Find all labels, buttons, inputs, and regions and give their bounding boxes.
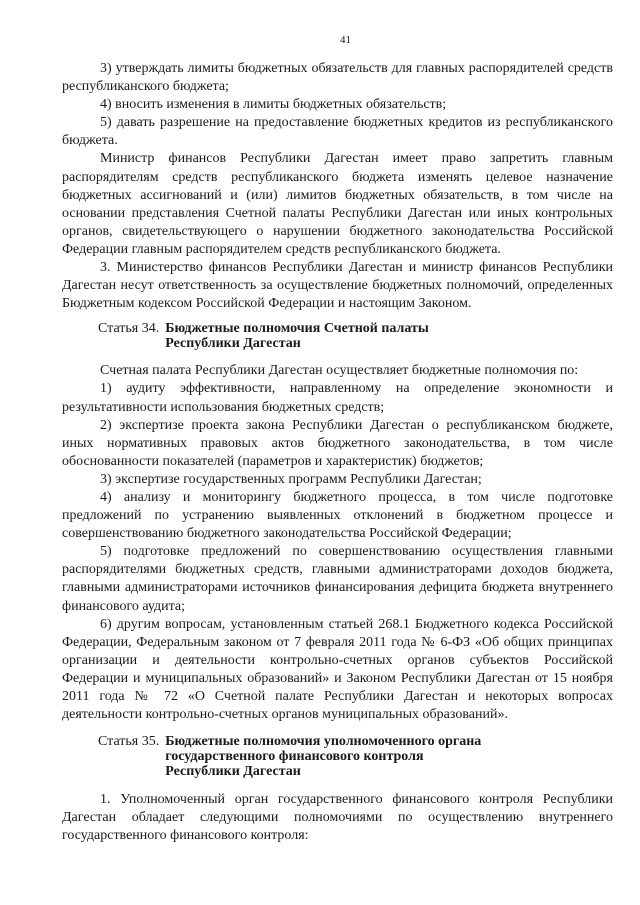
- article-number: Статья 34.: [98, 321, 160, 337]
- paragraph: 3) утверждать лимиты бюджетных обязательств для главных распорядителей средств республиканского бюджета;: [62, 61, 613, 95]
- paragraph: Министр финансов Республики Дагестан имеет право запретить главным распорядителям средств республиканского бюджета изменять целевое назначение бюджетных ассигнований и (или) лимитов бюджетных обязательств, в том числе на основании представления Счетной палаты Республики Дагестан или иных контрольных органов, свидетельствующего о нарушении бюджетного законодательства Российской Федерации главным распорядителем средств республиканского бюджета.: [62, 151, 613, 257]
- article-title: Бюджетные полномочия уполномоченного органа государственного финансового контроля Республики Дагестан: [165, 734, 482, 780]
- article-35-heading: [62, 734, 613, 779]
- paragraph: 5) давать разрешение на предоставление бюджетных кредитов из республиканского бюджета.: [62, 115, 613, 149]
- paragraph: 6) другим вопросам, установленным статьей 268.1 Бюджетного кодекса Российской Федерации, Федеральным законом от 7 февраля 2011 года № 6-ФЗ «Об общих принципах организации и деятельности контрольно-счетных органов субъектов Российской Федерации и муниципальных образований» и Законом Республики Дагестан от 15 ноября 2011 года № 72 «О Счетной палате Республики Дагестан и некоторых вопросах деятельности контрольно-счетных органов муниципальных образований».: [62, 616, 613, 723]
- article-34-heading: [62, 321, 613, 351]
- paragraph: 5) подготовке предложений по совершенствованию осуществления главными распорядителями бюджетных средств, главными администраторами доходов бюджета, главными администраторами источников финансирования дефицита бюджета внутреннего финансового аудита;: [62, 544, 613, 614]
- article-number: Статья 35.: [98, 734, 160, 750]
- paragraph: 2) экспертизе проекта закона Республики Дагестан о республиканском бюджете, иных нормативных правовых актов бюджетного законодательства, в том числе обоснованности показателей (параметров и характеристик) бюджетов;: [62, 417, 613, 469]
- paragraph: 3. Министерство финансов Республики Дагестан и министр финансов Республики Дагестан несут ответственность за осуществление бюджетных полномочий, определенных Бюджетным кодексом Российской Федерации и настоящим Законом.: [62, 260, 613, 312]
- page-number: 41: [340, 34, 351, 46]
- paragraph: 1) аудиту эффективности, направленному на определение экономности и результативности использования бюджетных средств;: [62, 381, 613, 415]
- paragraph: 4) анализу и мониторингу бюджетного процесса, в том числе подготовке предложений по устранению выявленных отклонений в бюджетном процессе и совершенствованию бюджетного законодательства Российской Федерации;: [62, 489, 613, 542]
- paragraph: 3) экспертизе государственных программ Республики Дагестан;: [100, 471, 482, 487]
- paragraph: 1. Уполномоченный орган государственного финансового контроля Республики Дагестан обладает следующими полномочиями по осуществлению внутреннего государственного финансового контроля:: [62, 792, 613, 844]
- article-title: Бюджетные полномочия Счетной палаты Республики Дагестан: [165, 321, 429, 352]
- paragraph: 4) вносить изменения в лимиты бюджетных обязательств;: [100, 97, 447, 113]
- paragraph: Счетная палата Республики Дагестан осуществляет бюджетные полномочия по:: [100, 363, 579, 379]
